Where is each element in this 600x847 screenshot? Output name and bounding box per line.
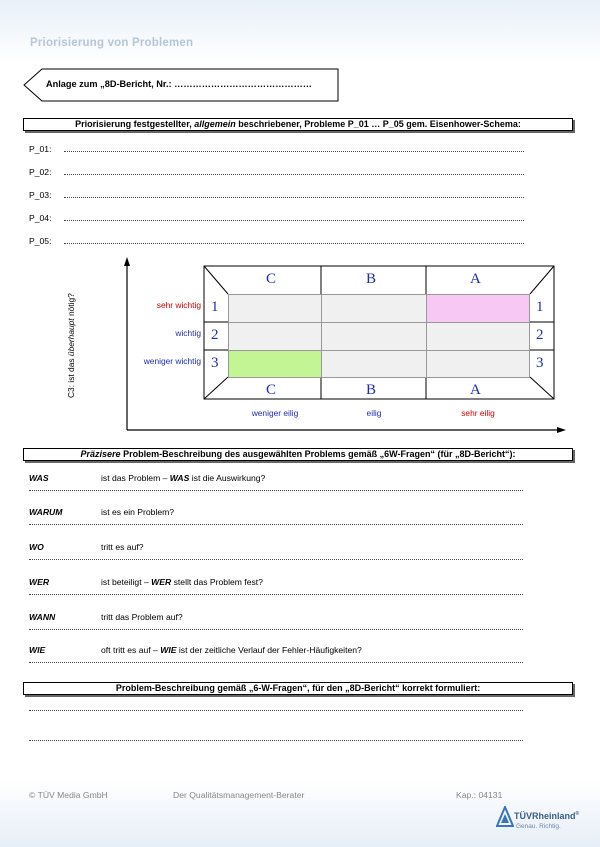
question-keyword: WIE: [29, 645, 46, 655]
matrix-cell-B2: [321, 322, 427, 351]
row-label-less-important: weniger wichtig: [143, 356, 201, 366]
question-text-keyword: WAS: [169, 473, 190, 483]
matrix-cell-B1: [321, 294, 427, 323]
x-label-less-urgent: weniger eilig: [251, 408, 299, 418]
question-text-keyword: WER: [151, 577, 172, 587]
question-text: [101, 473, 265, 483]
question-text-part: ist die Auswirkung?: [189, 473, 266, 483]
matrix-cell-C1: [228, 294, 322, 323]
x-label-urgent: eilig: [366, 408, 382, 418]
y-axis-label: [66, 293, 76, 398]
row-number-right: 3: [536, 355, 544, 371]
question-text: [101, 645, 362, 655]
row-number-right: 2: [536, 327, 544, 343]
problem-label: P_04:: [29, 213, 52, 223]
tuv-logo: [496, 806, 580, 833]
section1-text-em: allgemein: [194, 119, 236, 129]
answer-fill-line[interactable]: [29, 524, 523, 525]
attachment-label: Anlage zum „8D-Bericht, Nr.: ………………………………………: [46, 79, 312, 89]
question-text: [101, 507, 174, 517]
row-label-important: wichtig: [175, 328, 201, 338]
problem-label: P_02:: [29, 167, 52, 177]
column-letter-top: A: [470, 271, 481, 287]
answer-fill-line[interactable]: [29, 740, 523, 741]
question-keyword: WER: [29, 577, 50, 587]
question-text-part: ist der zeitliche Verlauf der Fehler-Häufigkeiten?: [176, 645, 362, 655]
column-letter-bottom: B: [366, 382, 377, 398]
question-text: [101, 612, 183, 622]
question-text-part: tritt das Problem auf?: [101, 612, 183, 622]
row-number-left: 1: [211, 299, 219, 315]
matrix-cell-C2: [228, 322, 322, 351]
section-formulated-header: [23, 682, 573, 695]
y-axis-label-post: nötig?: [66, 293, 76, 319]
column-letter-bottom: C: [266, 382, 277, 398]
row-label-very-important: sehr wichtig: [156, 300, 201, 310]
answer-fill-line[interactable]: [29, 490, 523, 491]
section1-text-post: beschriebener, Probleme P_01 … P_05 gem. Eisenhower-Schema:: [235, 119, 521, 129]
question-text-part: ist das Problem –: [101, 473, 170, 483]
answer-fill-line[interactable]: [29, 710, 523, 711]
section-6w-header: [23, 448, 573, 461]
column-letter-bottom: A: [470, 382, 481, 398]
page-title: Priorisierung von Problemen: [30, 37, 194, 49]
matrix-cell-A3: [426, 350, 530, 378]
brand-text: TÜVRheinland: [514, 811, 576, 821]
answer-fill-line[interactable]: [29, 594, 523, 595]
question-text: [101, 542, 144, 552]
row-number-left: 2: [211, 327, 219, 343]
question-keyword: WAS: [29, 473, 49, 483]
matrix-cell-A2: [426, 322, 530, 351]
section2-text-post: Problem-Beschreibung des ausgewählten Problems gemäß „6W-Fragen“ (für „8D-Bericht“):: [120, 449, 516, 459]
answer-fill-line[interactable]: [29, 559, 523, 560]
column-letter-top: B: [366, 271, 377, 287]
question-keyword: WARUM: [29, 507, 63, 517]
problem-label: P_05:: [29, 236, 52, 246]
footer-chapter: Kap.: 04131: [456, 790, 503, 800]
section2-text-em: Präzisere: [80, 449, 121, 459]
brand-name: [514, 811, 579, 821]
answer-fill-line[interactable]: [29, 662, 523, 663]
column-letter-top: C: [266, 271, 277, 287]
question-keyword: WANN: [29, 612, 56, 622]
section3-text: Problem-Beschreibung gemäß „6-W-Fragen“, für den „8D-Bericht“ korrekt formuliert:: [115, 683, 481, 693]
question-text-part: stellt das Problem fest?: [171, 577, 263, 587]
row-number-right: 1: [536, 299, 544, 315]
footer-copyright: © TÜV Media GmbH: [29, 790, 108, 800]
answer-fill-line[interactable]: [29, 629, 523, 630]
question-keyword: WO: [29, 542, 44, 552]
x-label-very-urgent: sehr eilig: [461, 408, 495, 418]
y-axis-label-em: überhaupt: [66, 318, 76, 357]
matrix-cell-B3: [321, 350, 427, 378]
footer-title: Der Qualitätsmanagement-Berater: [173, 790, 305, 800]
question-text: [101, 577, 263, 587]
question-text-part: ist es ein Problem?: [101, 507, 175, 517]
problem-label: P_03:: [29, 190, 52, 200]
brand-slogan: Genau. Richtig.: [516, 823, 561, 830]
triangle-logo-icon: [496, 806, 514, 828]
section1-text-pre: Priorisierung festgestellter,: [75, 119, 195, 129]
question-text-part: tritt es auf?: [101, 542, 144, 552]
question-text-keyword: WIE: [160, 645, 177, 655]
matrix-cell-C3: [228, 350, 322, 378]
matrix-cell-A1: [426, 294, 530, 323]
question-text-part: ist beteiligt –: [101, 577, 152, 587]
row-number-left: 3: [211, 355, 219, 371]
y-axis-label-pre: C3: ist das: [66, 356, 76, 398]
brand-reg-mark: ®: [575, 811, 580, 817]
problem-label: P_01:: [29, 144, 52, 154]
question-text-part: oft tritt es auf –: [101, 645, 161, 655]
